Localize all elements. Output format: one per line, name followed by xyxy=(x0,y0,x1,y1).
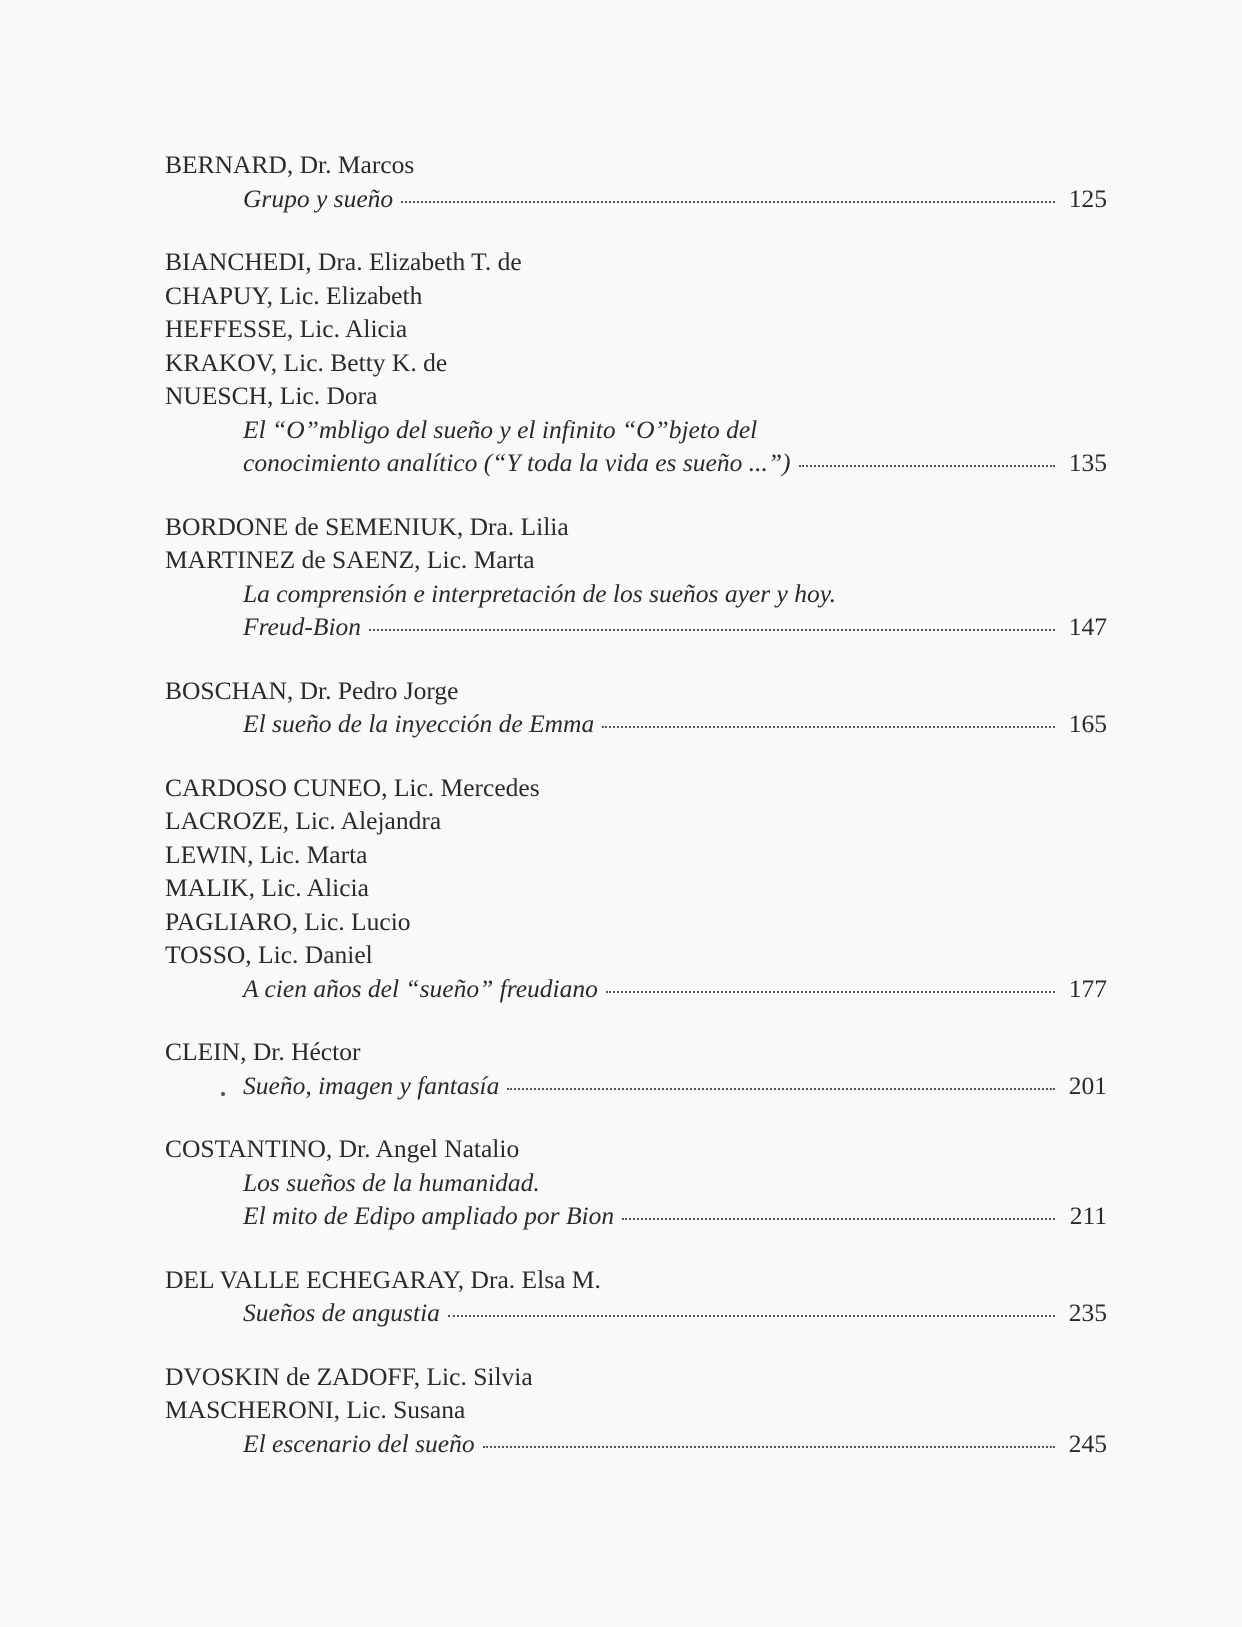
toc-entry xyxy=(165,1360,1107,1461)
page-number: 245 xyxy=(1068,1428,1107,1458)
toc-entry xyxy=(165,1263,1107,1330)
author-name: HEFFESSE, Lic. Alicia xyxy=(165,314,408,343)
chapter-title: El mito de Edipo ampliado por Bion xyxy=(243,1201,615,1230)
page-number: 135 xyxy=(1068,448,1107,477)
chapter-title: El sueño de la inyección de Emma xyxy=(243,709,595,738)
title-line xyxy=(165,1069,1107,1103)
author-name: BORDONE de SEMENIUK, Dra. Lilia xyxy=(165,511,569,541)
title-line xyxy=(165,182,1107,216)
dot-leader xyxy=(602,726,1055,728)
dot-leader xyxy=(799,465,1056,467)
dot-leader xyxy=(622,1218,1055,1220)
author-name: BIANCHEDI, Dra. Elizabeth T. de xyxy=(165,247,522,276)
author-name: CARDOSO CUNEO, Lic. Mercedes xyxy=(165,772,540,802)
dot-leader xyxy=(606,991,1055,993)
title-line xyxy=(165,413,1107,447)
author-name: MASCHERONI, Lic. Susana xyxy=(165,1395,466,1424)
page-number: 235 xyxy=(1068,1298,1107,1327)
dot-leader xyxy=(483,1446,1055,1448)
toc-entry xyxy=(165,510,1107,644)
author-name: LEWIN, Lic. Marta xyxy=(165,839,368,869)
chapter-title: Grupo y sueño xyxy=(243,183,394,213)
author-name: DEL VALLE ECHEGARAY, Dra. Elsa M. xyxy=(165,1264,601,1294)
title-line xyxy=(165,1199,1107,1233)
chapter-title: Los sueños de la humanidad. xyxy=(243,1167,540,1197)
title-line xyxy=(165,577,1107,611)
chapter-title: La comprensión e interpretación de los sueños ayer y hoy. xyxy=(243,578,837,608)
chapter-title: Sueño, imagen y fantasía xyxy=(243,1070,500,1100)
author-name: KRAKOV, Lic. Betty K. de xyxy=(165,347,448,377)
author-name: COSTANTINO, Dr. Angel Natalio xyxy=(165,1134,520,1163)
author-name: MARTINEZ de SAENZ, Lic. Marta xyxy=(165,545,535,574)
title-line xyxy=(165,610,1107,644)
page-number: 211 xyxy=(1069,1201,1107,1230)
author-name: BERNARD, Dr. Marcos xyxy=(165,150,415,179)
chapter-title: Sueños de angustia xyxy=(243,1298,440,1327)
page-number: 201 xyxy=(1068,1070,1107,1100)
author-name: NUESCH, Lic. Dora xyxy=(165,381,378,410)
page-number: 165 xyxy=(1068,709,1107,738)
chapter-title: Freud-Bion xyxy=(243,612,362,641)
author-name: CLEIN, Dr. Héctor xyxy=(165,1037,361,1066)
title-line xyxy=(165,1427,1107,1461)
page-speck xyxy=(221,1092,225,1096)
toc-entry xyxy=(165,148,1107,215)
toc-entry xyxy=(165,1132,1107,1233)
page-number: 125 xyxy=(1068,183,1107,213)
chapter-title: conocimiento analítico (“Y toda la vida es sueño ...”) xyxy=(243,448,791,477)
toc-entry xyxy=(165,771,1107,1006)
author-name: BOSCHAN, Dr. Pedro Jorge xyxy=(165,675,459,705)
dot-leader xyxy=(401,201,1055,203)
page-number: 177 xyxy=(1068,973,1107,1003)
dot-leader xyxy=(507,1088,1055,1090)
title-line xyxy=(165,972,1107,1006)
toc-entry xyxy=(165,1035,1107,1102)
chapter-title: El “O”mbligo del sueño y el infinito “O”bjeto del xyxy=(243,414,758,444)
dot-leader xyxy=(369,629,1055,631)
title-line xyxy=(165,707,1107,741)
dot-leader xyxy=(448,1315,1055,1317)
author-name: PAGLIARO, Lic. Lucio xyxy=(165,906,411,936)
author-name: TOSSO, Lic. Daniel xyxy=(165,940,373,969)
table-of-contents xyxy=(165,148,1107,1490)
title-line xyxy=(165,1296,1107,1330)
author-name: CHAPUY, Lic. Elizabeth xyxy=(165,280,423,310)
chapter-title: El escenario del sueño xyxy=(243,1428,475,1458)
toc-entry xyxy=(165,674,1107,741)
title-line xyxy=(165,1166,1107,1200)
chapter-title: A cien años del “sueño” freudiano xyxy=(243,973,598,1003)
author-name: MALIK, Lic. Alicia xyxy=(165,873,369,902)
author-name: DVOSKIN de ZADOFF, Lic. Silvia xyxy=(165,1361,533,1391)
author-name: LACROZE, Lic. Alejandra xyxy=(165,806,442,835)
page-number: 147 xyxy=(1068,612,1107,641)
title-line xyxy=(165,446,1107,480)
toc-entry xyxy=(165,245,1107,480)
